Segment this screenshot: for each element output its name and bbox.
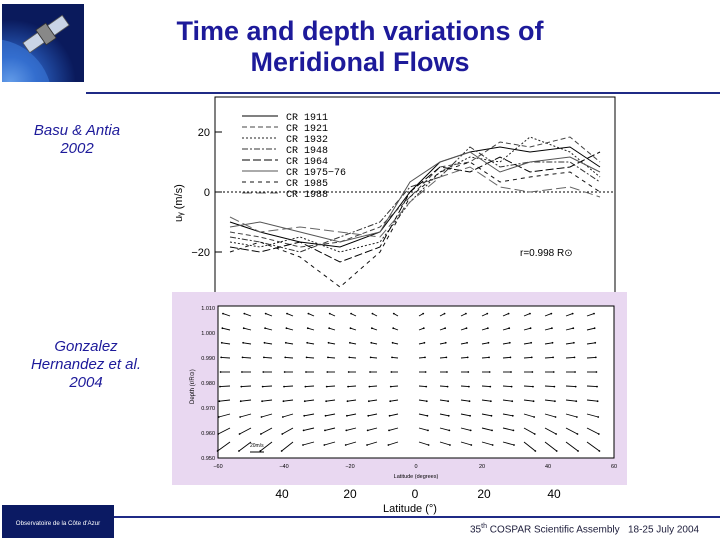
flow-vector-head [370,342,372,344]
flow-vector-head [594,342,596,344]
page-title [150,16,570,78]
flow-vector-head [533,416,535,418]
plot1-xtick-20b: 20 [477,487,491,501]
flow-vector-head [596,386,598,388]
flow-vector [524,357,532,358]
flow-vector [392,357,398,358]
flow-vector-head [264,327,266,329]
flow-vector-head [447,400,449,402]
flow-vector-head [422,313,424,315]
flow-vector-head [392,342,394,344]
flow-vector-head [240,400,242,402]
observatory-logo [2,505,114,538]
flow-vector-head [222,313,224,315]
flow-vector-head [388,444,390,446]
flow-vector-head [550,313,552,315]
flow-vector-head [598,433,600,435]
flow-vector-head [262,386,264,388]
flow-vector-head [530,327,532,329]
flow-vector-head [324,430,326,432]
flow-vector-head [242,357,244,359]
flow-vector [440,386,448,387]
flow-vector-head [511,400,513,402]
flow-vector-head [445,342,447,344]
plot2-xtick-20: 20 [478,464,486,470]
flow-vector-head [552,342,554,344]
flow-vector-head [389,415,391,417]
flow-vector-head [221,342,223,344]
flow-vector-head [328,342,330,344]
flow-vector-head [488,357,490,359]
plot1-xtick-40b: 40 [547,487,561,501]
flow-vector-head [239,416,241,418]
flow-vector [503,386,512,387]
flow-vector [327,386,335,387]
citation-basu-line2: 2002 [60,140,94,157]
flow-vector [545,357,553,358]
plot2-xtick-60: 60 [610,464,618,470]
flow-vector-head [243,327,245,329]
flow-vector-head [575,386,577,388]
plot1-xtick-0: 0 [411,487,419,501]
flow-vector-head [372,313,374,315]
flow-vector-head [370,357,372,359]
flow-vector [482,386,490,387]
flow-vector [524,386,533,387]
flow-vector [419,386,426,387]
flow-vector-head [369,386,371,388]
flow-vector [391,386,398,387]
plot2-xtick-neg60: −60 [213,464,223,470]
flow-vector-head [350,313,352,315]
flow-vector-head [468,386,470,388]
flow-vector-head [448,430,450,432]
flow-vector-head [304,400,306,402]
flow-vector-head [556,450,558,452]
plot2-xtick-0: 0 [414,464,418,470]
plot1-ytick-0: 0 [203,187,210,199]
flow-vector-head [283,400,285,402]
flow-vector [307,357,314,358]
flow-vector-head [285,342,287,344]
citation-gonzalez-line3: 2004 [69,374,103,391]
flow-vector-head [466,342,468,344]
conference-name: COSPAR Scientific Assembly [486,524,620,536]
flow-vector-head [242,342,244,344]
flow-vector-head [284,357,286,359]
flow-vector-head [261,400,263,402]
flow-vector-head [469,415,471,417]
observatory-logo-text: Observatoire de la Côte d'Azur [15,520,101,527]
flow-vector-head [286,313,288,315]
flow-vector-head [554,400,556,402]
legend-cr1988: CR 1988 [286,190,329,201]
satellite-icon [2,4,84,82]
flow-vector-head [392,327,394,329]
flow-vector-head [446,371,448,373]
flow-vector-head [551,327,553,329]
flow-vector [369,386,377,387]
plot2-ytick-0970: 0.970 [201,406,215,412]
title-line-2: Meridional Flows [250,47,470,77]
flow-vector-head [552,357,554,359]
footer-text [470,523,718,535]
flow-vector-head [447,386,449,388]
flow-vector-head [371,327,373,329]
flow-vector-head [596,371,598,373]
flow-vector-head [597,400,599,402]
flow-vector-head [532,386,534,388]
flow-vector-head [572,327,574,329]
flow-vector-head [572,313,574,315]
flow-vector-head [345,430,347,432]
flow-vector-head [531,357,533,359]
flow-vector-head [282,416,284,418]
flow-vector [348,386,356,387]
flow-vector [371,357,377,358]
plot2-frame [218,306,614,458]
flow-vector-head [426,415,428,417]
flow-vector-head [509,357,511,359]
flow-vector-head [599,450,601,452]
legend-cr1932: CR 1932 [286,135,329,146]
flow-vector-head [470,430,472,432]
legend-cr1948: CR 1948 [286,146,329,157]
flow-vector-head [326,386,328,388]
flow-vector [241,386,251,387]
flow-vector-head [305,371,307,373]
flow-vector-head [389,400,391,402]
flow-vector-head [243,313,245,315]
plot2-scale-label: 20m/s [250,443,264,449]
flow-vector-head [391,357,393,359]
plot2-xlabel: Latitude (degrees) [393,474,439,480]
flow-vector-head [444,327,446,329]
flow-vector-head [390,386,392,388]
flow-vector-head [368,400,370,402]
flow-vector-head [218,416,220,418]
flow-vector-head [391,371,393,373]
plot2-ytick-1010: 1.010 [201,306,215,312]
flow-vector [545,386,554,387]
legend-cr1985: CR 1985 [286,179,329,190]
flow-vector [566,357,574,358]
flow-vector-head [449,444,451,446]
flow-vector-head [465,313,467,315]
flow-vector-head [553,386,555,388]
flow-vector-head [508,327,510,329]
flow-vector-head [393,313,395,315]
flow-vector-head [467,357,469,359]
flow-vector-head [530,342,532,344]
flow-vector-head [426,400,428,402]
flow-vector-head [281,433,283,435]
flow-vector-head [241,371,243,373]
flow-vector-head [488,342,490,344]
flow-vector-head [305,386,307,388]
plot1-xtick-20: 20 [343,487,357,501]
flow-vector-head [511,386,513,388]
citation-gonzalez-line1: Gonzalez [54,338,118,355]
flow-vector [264,357,272,358]
flow-vector-head [302,444,304,446]
flow-vector-head [325,400,327,402]
flow-vector-head [423,327,425,329]
flow-vector-head [306,342,308,344]
flow-vector-head [260,433,262,435]
flow-vector-head [510,371,512,373]
flow-vector-head [428,444,430,446]
flow-vector-head [308,313,310,315]
citation-basu-line1: Basu & Antia [33,122,121,139]
flow-vector-head [303,430,305,432]
flow-vector-head [593,313,595,315]
legend-cr1921: CR 1921 [286,124,329,135]
flow-vector-head [423,342,425,344]
flow-vector-head [425,386,427,388]
flow-vector-head [346,415,348,417]
flow-vector-head [239,433,241,435]
flow-vector-head [284,371,286,373]
title-line-1: Time and depth variations of [176,16,544,46]
flow-vector-head [486,313,488,315]
citation-gonzalez-hernandez [20,338,152,392]
flow-vector [284,386,293,387]
flow-vector-head [489,371,491,373]
flow-vector-head [467,371,469,373]
flow-vector-head [594,327,596,329]
flow-vector-head [240,386,242,388]
flow-vector-head [491,415,493,417]
plot2-xtick-neg20: −20 [345,464,355,470]
flow-vector-head [349,342,351,344]
flow-vector-head [366,444,368,446]
flow-vector-head [533,400,535,402]
flow-vector-head [424,357,426,359]
flow-vector [263,386,272,387]
flow-vector-head [262,371,264,373]
flow-vector-head [555,433,557,435]
flow-vector-head [577,450,579,452]
flow-vector [587,357,596,358]
flow-vector-head [425,371,427,373]
plot1-xtick-40: 40 [275,487,289,501]
flow-vector [419,357,425,358]
flow-vector-head [555,416,557,418]
plot2-ytick-1000: 1.000 [201,331,215,337]
flow-vector-head [348,357,350,359]
flow-vector-head [323,444,325,446]
flow-vector-head [369,371,371,373]
flow-vector-head [367,430,369,432]
flow-vector [461,357,468,358]
flow-vector [305,386,314,387]
flow-vector [220,386,230,387]
flow-vector-head [219,400,221,402]
flow-vector-head [220,371,222,373]
flow-vector-head [264,342,266,344]
plot2-xtick-neg40: −40 [279,464,289,470]
plot2-ytick-0980: 0.980 [201,381,215,387]
flow-vector-head [553,371,555,373]
flow-vector-head [573,342,575,344]
flow-vector-head [490,400,492,402]
flow-vector-head [347,400,349,402]
flow-vector-head [263,357,265,359]
flow-vector-head [329,313,331,315]
plot1-ytick-20: 20 [197,127,210,139]
flow-vector-head [577,433,579,435]
flow-vector-head [328,327,330,329]
flow-vector [566,386,576,387]
flow-vector-head [367,415,369,417]
flow-vector-head [448,415,450,417]
flow-vector-head [445,357,447,359]
flow-vector [440,357,446,358]
flow-vector-head [427,430,429,432]
flow-vector-head [534,433,536,435]
plot1-ylabel: uᵧ (m/s) [173,184,185,222]
flow-vector [482,357,489,358]
flow-vector-head [388,430,390,432]
legend-cr1975-76: CR 1975−76 [286,168,347,179]
flow-vector-head [238,450,240,452]
flow-vector-head [575,400,577,402]
flow-vector-head [261,416,263,418]
flow-vector-head [350,327,352,329]
legend-cr1911: CR 1911 [286,113,329,124]
flow-vector-head [597,416,599,418]
flow-vector-head [509,342,511,344]
flow-vector-head [326,371,328,373]
flow-vector [461,386,469,387]
plot2-ylabel: Depth (r/R⊙) [190,369,196,404]
flow-vector-head [513,444,515,446]
flow-vector-head [283,386,285,388]
flow-vector-head [265,313,267,315]
flow-vector-head [576,416,578,418]
flow-vector-head [220,357,222,359]
flow-vector [349,357,356,358]
flow-vector-head [347,386,349,388]
flow-vector-head [444,313,446,315]
flow-vector-head [219,386,221,388]
flow-vector-head [595,357,597,359]
flow-vector-head [512,415,514,417]
flow-vector-head [307,327,309,329]
depth-flow-plot-panel [172,292,627,485]
flow-vector-head [512,430,514,432]
flow-vector-head [466,327,468,329]
flow-vector-head [303,415,305,417]
flow-vector-head [222,327,224,329]
flow-vector-head [281,450,283,452]
flow-vector-head [469,400,471,402]
flow-vector-head [325,415,327,417]
conference-dates: 18-25 July 2004 [627,524,700,536]
legend-cr1964: CR 1964 [286,157,329,168]
flow-vector-head [508,313,510,315]
plot2-ytick-0960: 0.960 [201,431,215,437]
plot2-xtick-40: 40 [544,464,552,470]
flow-vector-head [327,357,329,359]
flow-vector-head [348,371,350,373]
flow-vector-head [345,444,347,446]
flow-vector-head [217,450,219,452]
plot1-xlabel: Latitude (°) [383,503,437,515]
flow-vector-head [306,357,308,359]
plot1-ytick-neg20: −20 [191,247,210,259]
citation-gonzalez-line2: Hernandez et al. [30,356,142,373]
flow-vector [503,357,510,358]
flow-vector [221,357,230,358]
flow-vector [587,386,597,387]
flow-vector [285,357,293,358]
flow-vector-head [574,357,576,359]
flow-vector-head [489,386,491,388]
flow-vector-head [470,444,472,446]
flow-vector-head [534,450,536,452]
conference-sup: th [481,523,487,530]
conference-number: 35 [470,524,482,536]
flow-vector-head [492,444,494,446]
flow-vector-head [529,313,531,315]
plot2-ytick-0950: 0.950 [201,456,215,462]
flow-vector [328,357,335,358]
flow-vector-head [217,433,219,435]
flow-vector-head [487,327,489,329]
flow-vector-head [491,430,493,432]
flow-vector-head [286,327,288,329]
plot1-radius-label: r=0.998 R⊙ [520,248,573,259]
satellite-logo [2,4,84,82]
flow-vector-head [574,371,576,373]
citation-basu-antia [18,122,136,158]
flow-vector [243,357,251,358]
flow-vector-head [531,371,533,373]
depth-flow-plot [172,292,627,485]
plot2-ytick-0990: 0.990 [201,356,215,362]
